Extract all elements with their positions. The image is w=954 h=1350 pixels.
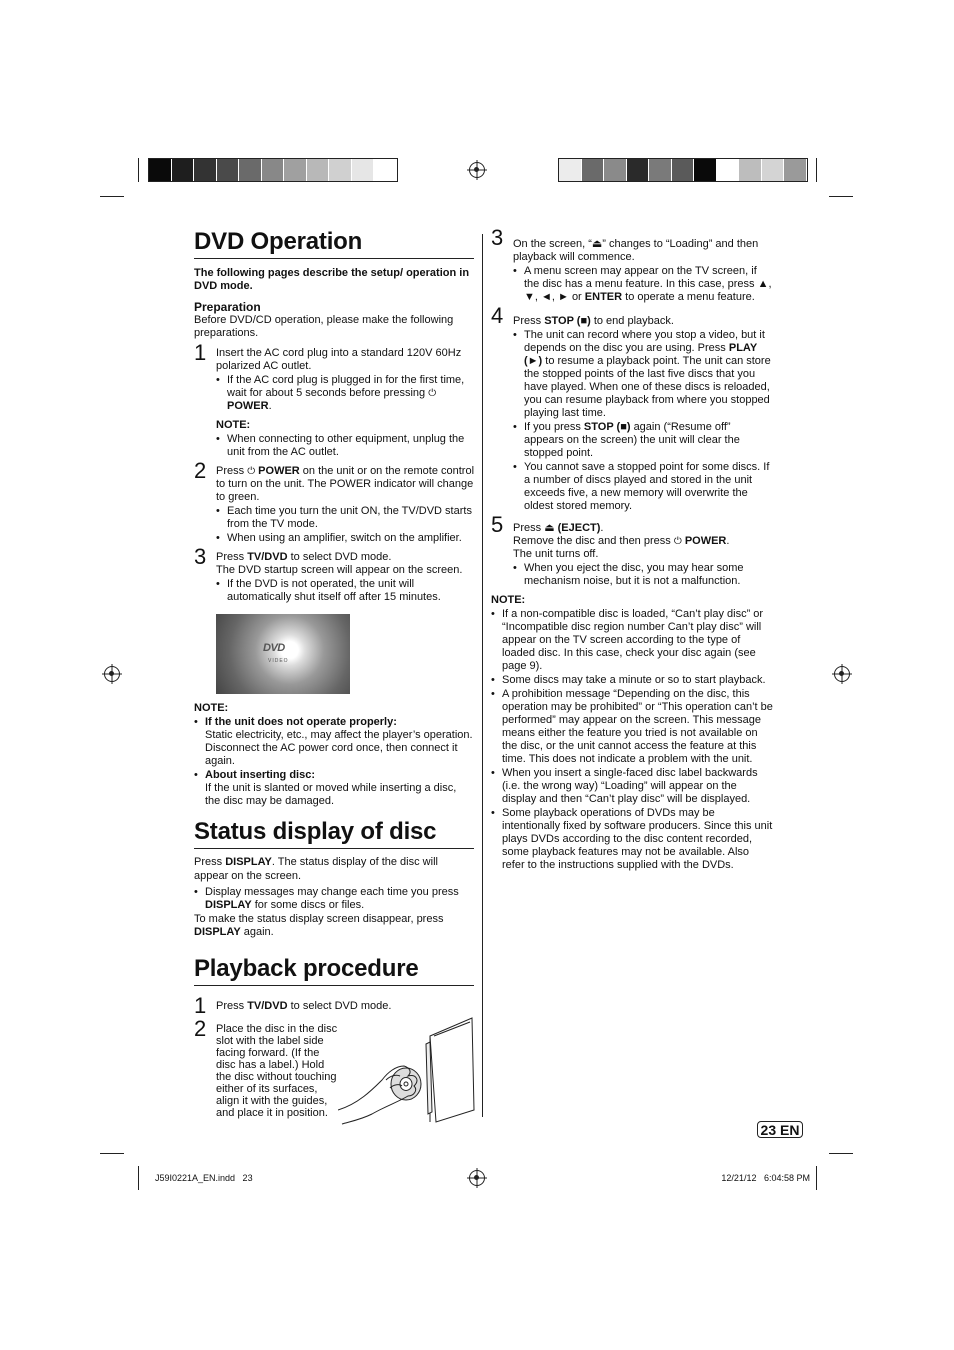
step-number: 4 <box>491 303 504 328</box>
list-item: • A menu screen may appear on the TV screen, if the disc has a menu feature. In this case, press ▲, ▼, ◄, ► or ENTER to operate a menu feature. <box>513 265 773 304</box>
prep-step-3 <box>194 544 474 604</box>
color-swatch <box>762 159 785 181</box>
playback-step-3 <box>491 225 773 304</box>
list-item: • A prohibition message “Depending on the disc, this operation may be prohibited” or “This operation can’t be performed” may appear on the screen. This message means either the feature you tried is not available on the disc, or the unit cannot access the feature at this time. This does not indicate a problem with the unit. <box>491 688 773 766</box>
disc-insertion-illustration <box>338 1014 476 1126</box>
list-item: • If the unit does not operate properly: Static electricity, etc., may affect the player’s operation. Disconnect the AC power cord once, then connect it again. <box>194 716 474 768</box>
list-item: • Each time you turn the unit ON, the TV/DVD starts from the TV mode. <box>216 505 474 531</box>
step-text: Press ⏏ (EJECT). <box>513 522 604 534</box>
footer-date: 12/21/12 6:04:58 PM <box>721 1173 810 1183</box>
preparation-heading: Preparation <box>194 300 261 314</box>
intro-text: The following pages describe the setup/ operation in DVD mode. <box>194 267 470 292</box>
crop-mark <box>816 158 817 182</box>
color-swatch <box>352 159 375 181</box>
playback-step-1 <box>194 993 474 1018</box>
crop-mark <box>816 1166 817 1190</box>
step-text: The unit turns off. <box>513 548 599 560</box>
step-text: Press ⏻ POWER on the unit or on the remote control to turn on the unit. The POWER indicator will change to green. <box>216 465 475 503</box>
power-icon: ⏻ <box>428 388 437 399</box>
registration-mark-icon <box>104 666 120 682</box>
color-swatch <box>672 159 695 181</box>
list-item: • If a non-compatible disc is loaded, “Can’t play disc” or “Incompatible disc region number Can’t play disc” will appear on the TV screen according to the type of loaded disc. In this case, check your disc again (see page 9). <box>491 608 773 673</box>
step-number: 2 <box>194 1016 207 1041</box>
step-number: 2 <box>194 458 207 483</box>
footer-file-name: J59I0221A_EN.indd 23 <box>155 1173 253 1183</box>
step-number: 5 <box>491 512 504 537</box>
status-display-heading: Status display of disc <box>194 818 474 849</box>
list-item: • You cannot save a stopped point for some discs. If a number of discs played and stored in the unit exceeds five, a new memory will overwrite the oldest stored memory. <box>513 461 773 513</box>
power-icon: ⏻ <box>247 466 256 477</box>
color-swatch <box>239 159 262 181</box>
status-text: Press DISPLAY. The status display of the disc will appear on the screen. <box>194 856 438 882</box>
crop-mark <box>829 196 853 197</box>
color-swatch <box>784 159 807 181</box>
list-item: • Display messages may change each time you press DISPLAY for some discs or files. <box>194 886 474 912</box>
step-text: Insert the AC cord plug into a standard 120V 60Hz polarized AC outlet. <box>216 347 462 372</box>
step-text: Press TV/DVD to select DVD mode. <box>216 551 392 563</box>
crop-mark <box>138 1166 139 1190</box>
step-text: On the screen, “⏏” changes to “Loading” and then playback will commence. <box>513 238 759 263</box>
list-item: • The unit can record where you stop a video, but it depends on the disc you are using. Press PLAY (►) to resume a playback point. The unit can store the stopped points of the last five discs that you have played. When one of these discs is reloaded, you can resume playback from where you stopped playing last time. <box>513 329 773 420</box>
playback-step-4 <box>491 303 773 513</box>
step-text: Place the disc in the disc slot with the label side facing forward. (If the disc has a label.) Hold the disc without touching either of its surfaces, align it with the guides, and place it in position. <box>216 1023 338 1119</box>
dvd-logo-sub: VIDEO <box>268 658 289 664</box>
playback-step-2 <box>194 1016 338 1119</box>
color-swatch <box>627 159 650 181</box>
color-swatch <box>329 159 352 181</box>
list-item: • Some playback operations of DVDs may be intentionally fixed by software producers. Since this unit plays DVDs according to the disc content recorded, some playback features may not be available. Also refer to the instructions supplied with the DVDs. <box>491 807 773 872</box>
color-swatch <box>307 159 330 181</box>
crop-mark <box>138 158 139 182</box>
registration-mark-icon <box>469 1170 485 1186</box>
preparation-text: Before DVD/CD operation, please make the following preparations. <box>194 314 454 339</box>
playback-step-5 <box>491 512 773 588</box>
color-swatch <box>149 159 172 181</box>
dvd-logo: DVD <box>263 642 285 654</box>
color-swatch <box>694 159 717 181</box>
power-icon: ⏻ <box>673 536 682 547</box>
color-swatch <box>582 159 605 181</box>
note-label: NOTE: <box>216 419 251 431</box>
color-swatch <box>284 159 307 181</box>
step-number: 3 <box>194 544 207 569</box>
list-item: • Some discs may take a minute or so to start playback. <box>491 674 773 687</box>
status-text: To make the status display screen disappear, press DISPLAY again. <box>194 913 444 938</box>
crop-mark <box>100 1153 124 1154</box>
color-swatch <box>717 159 740 181</box>
list-item: • When you eject the disc, you may hear some mechanism noise, but it is not a malfunction. <box>513 562 773 588</box>
column-divider <box>482 234 483 1117</box>
step-text: Press TV/DVD to select DVD mode. <box>216 1000 392 1012</box>
step-number: 1 <box>194 993 207 1018</box>
list-item: • If the AC cord plug is plugged in for the first time, wait for about 5 seconds before pressing ⏻ POWER. <box>216 374 474 413</box>
note-label: NOTE: <box>194 702 229 714</box>
step-text: Remove the disc and then press ⏻ POWER. <box>513 535 730 547</box>
color-bar-left <box>148 158 398 182</box>
step-number: 3 <box>491 225 504 250</box>
dvd-startup-screen-image <box>216 614 350 694</box>
color-swatch <box>649 159 672 181</box>
playback-procedure-heading: Playback procedure <box>194 955 474 986</box>
list-item: • If the DVD is not operated, the unit will automatically shut itself off after 15 minutes. <box>216 578 474 604</box>
list-item: • About inserting disc: If the unit is slanted or moved while inserting a disc, the disc may be damaged. <box>194 769 474 808</box>
list-item: • If you press STOP (■) again (“Resume off” appears on the screen) the unit will clear the stopped point. <box>513 421 773 460</box>
crop-mark <box>829 1153 853 1154</box>
dvd-operation-heading: DVD Operation <box>194 228 474 259</box>
registration-mark-icon <box>834 666 850 682</box>
step-text: Press STOP (■) to end playback. <box>513 315 674 327</box>
left-column <box>194 228 474 1119</box>
color-swatch <box>559 159 582 181</box>
color-swatch <box>739 159 762 181</box>
list-item: • When using an amplifier, switch on the amplifier. <box>216 532 474 545</box>
crop-mark <box>100 196 124 197</box>
list-item: • When connecting to other equipment, unplug the unit from the AC outlet. <box>216 433 474 459</box>
color-swatch <box>604 159 627 181</box>
registration-mark-icon <box>469 162 485 178</box>
color-swatch <box>262 159 285 181</box>
color-swatch <box>217 159 240 181</box>
color-bar-right <box>558 158 808 182</box>
color-swatch <box>374 159 397 181</box>
color-swatch <box>194 159 217 181</box>
prep-step-1 <box>194 340 474 459</box>
note-label: NOTE: <box>491 594 526 606</box>
color-swatch <box>172 159 195 181</box>
prep-step-2 <box>194 458 475 545</box>
eject-icon: ⏏ <box>591 238 603 250</box>
list-item: • When you insert a single-faced disc label backwards (i.e. the wrong way) “Loading” will appear on the display and then “Can’t play disc” will be displayed. <box>491 767 773 806</box>
page-number: 23 EN <box>757 1121 803 1138</box>
step-text: The DVD startup screen will appear on the screen. <box>216 564 463 576</box>
right-column <box>491 225 773 873</box>
step-number: 1 <box>194 340 207 365</box>
